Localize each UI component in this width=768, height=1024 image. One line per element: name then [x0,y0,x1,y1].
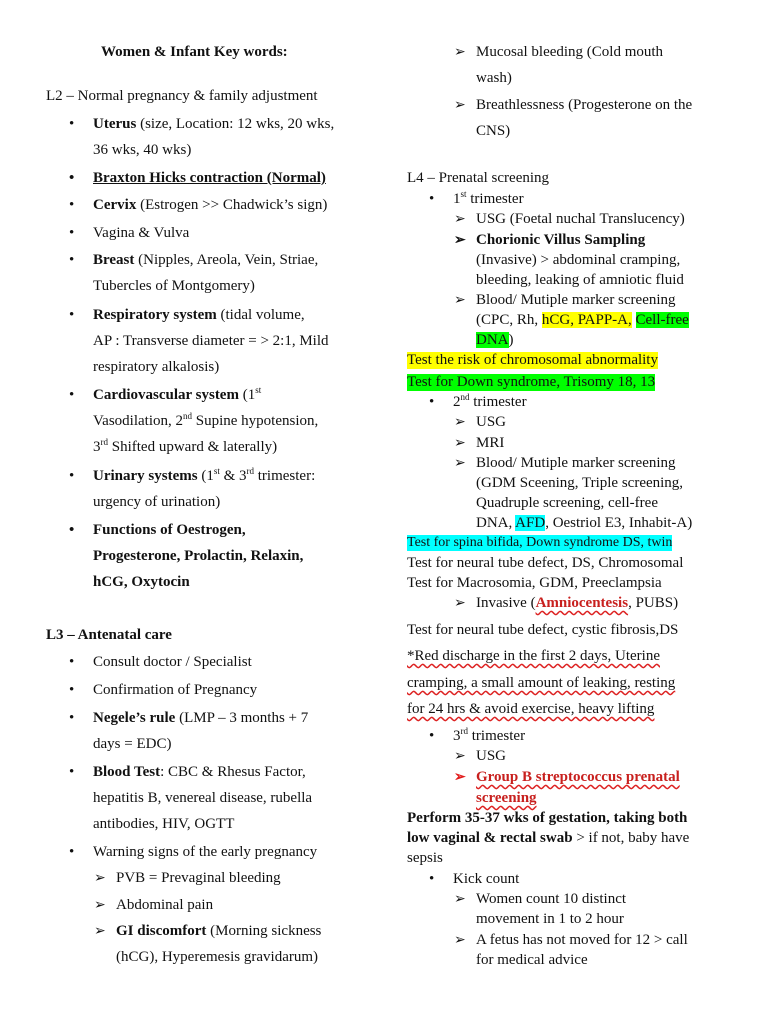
sub-item-fetus-cont: for medical advice [476,952,588,968]
sub-item-women-count-cont: movement in 1 to 2 hour [476,911,624,927]
sub-item-cvs-cont2: bleeding, leaking of amniotic fluid [476,272,684,288]
list-item-negele-cont: days = EDC) [93,736,172,752]
list-item-vagina: • Vagina & Vulva [93,225,189,242]
note-red-discharge-1: *Red discharge in the first 2 days, Uterine [407,648,660,664]
list-item-cardio-cont2: 3rd Shifted upward & laterally) [93,437,278,455]
highlight-risk: Test the risk of chromosomal abnormality [407,352,658,368]
page-title: Women & Infant Key words: [101,44,288,60]
note-red-discharge-3: for 24 hrs & avoid exercise, heavy lifting [407,701,655,717]
list-item-blood-test-cont2: antibodies, HIV, OGTT [93,816,235,832]
list-item-consult: • Consult doctor / Specialist [93,654,252,671]
list-item-breast-cont: Tubercles of Montgomery) [93,278,255,294]
sub-item-blood-marker-2-cont: (GDM Sceening, Triple screening, [476,475,684,491]
list-item-respiratory-cont2: respiratory alkalosis) [93,359,220,375]
list-item-third-trimester: • 3rd trimester [453,728,525,745]
section-heading-l4: L4 – Prenatal screening [407,170,550,186]
text-ntd-cystic: Test for neural tube defect, cystic fibrosis,DS [407,622,679,638]
list-item-urinary: • Urinary systems (1st & 3rd trimester: [93,468,315,485]
list-item-first-trimester: • 1st trimester [453,191,524,208]
sub-item-gi-cont: (hCG), Hyperemesis gravidarum) [116,949,319,965]
text-perform-cont: low vaginal & rectal swab > if not, baby have [407,830,690,846]
sub-item-blood-marker-1-cont: (CPC, Rh, hCG, PAPP-A, Cell-free [476,312,689,328]
sub-item-abdominal: ➢ Abdominal pain [116,897,213,914]
sub-item-blood-marker-2-cont3: DNA, AFD, Oestriol E3, Inhabit-A) [476,515,693,531]
sub-item-gbs-cont: screening [476,790,537,806]
sub-item-women-count: ➢ Women count 10 distinct [476,891,626,908]
sub-item-blood-marker-2: ➢ Blood/ Mutiple marker screening [476,455,676,472]
list-item-functions-cont: Progesterone, Prolactin, Relaxin, [93,548,304,564]
list-item-confirmation: • Confirmation of Pregnancy [93,682,257,699]
list-item-uterus-cont: 36 wks, 40 wks) [93,142,192,158]
text-macrosomia: Test for Macrosomia, GDM, Preeclampsia [407,575,662,591]
list-item-negele: • Negele’s rule (LMP – 3 months + 7 [93,710,308,727]
list-item-blood-test: • Blood Test: CBC & Rhesus Factor, [93,764,306,781]
list-item-uterus: • Uterus (size, Location: 12 wks, 20 wks, [93,116,334,133]
sub-item-usg-3: ➢ USG [476,748,506,765]
list-item-cervix: • Cervix (Estrogen >> Chadwick’s sign) [93,197,327,214]
section-heading-l3: L3 – Antenatal care [46,627,172,643]
sub-item-fetus: ➢ A fetus has not moved for 12 > call [476,932,688,949]
list-item-cardio: • Cardiovascular system (1st [93,387,261,404]
list-item-second-trimester: • 2nd trimester [453,394,527,411]
text-perform: Perform 35-37 wks of gestation, taking both [407,810,688,826]
list-item-braxton: • Braxton Hicks contraction (Normal) [93,170,326,187]
list-item-warning: • Warning signs of the early pregnancy [93,844,317,861]
sub-item-cvs-cont: (Invasive) > abdominal cramping, [476,252,681,268]
list-item-functions: • Functions of Oestrogen, [93,522,246,539]
sub-item-blood-marker-1: ➢ Blood/ Mutiple marker screening [476,292,676,309]
text-ntd-chromosomal: Test for neural tube defect, DS, Chromosomal [407,555,684,571]
sub-item-invasive: ➢ Invasive (Amniocentesis, PUBS) [476,595,678,612]
sub-item-cvs: ➢ Chorionic Villus Sampling [476,232,645,249]
sub-item-gi: ➢ GI discomfort (Morning sickness [116,923,321,940]
sub-item-blood-marker-2-cont2: Quadruple screening, cell-free [476,495,658,511]
list-item-blood-test-cont: hepatitis B, venereal disease, rubella [93,790,313,806]
sub-item-gbs: ➢ Group B streptococcus prenatal [476,769,680,786]
note-red-discharge-2: cramping, a small amount of leaking, resting [407,675,676,691]
sub-item-usg-nt: ➢ USG (Foetal nuchal Translucency) [476,211,685,228]
list-item-respiratory: • Respiratory system (tidal volume, [93,307,305,324]
text-perform-cont2: sepsis [407,850,443,866]
list-item-functions-cont2: hCG, Oxytocin [93,574,190,590]
section-heading-l2: L2 – Normal pregnancy & family adjustment [46,88,318,104]
list-item-respiratory-cont: AP : Transverse diameter = > 2:1, Mild [93,333,329,349]
sub-item-usg: ➢ USG [476,414,506,431]
list-item-breast: • Breast (Nipples, Areola, Vein, Striae, [93,252,318,269]
highlight-spina-bifida: Test for spina bifida, Down syndrome DS, twin [407,535,673,550]
sub-item-mucosal-cont: wash) [476,70,512,86]
list-item-cardio-cont: Vasodilation, 2nd Supine hypotension, [93,411,319,429]
highlight-down-syndrome: Test for Down syndrome, Trisomy 18, 13 [407,374,656,390]
sub-item-blood-marker-1-cont2: DNA) [476,332,514,348]
sub-item-mri: ➢ MRI [476,435,504,452]
list-item-urinary-cont: urgency of urination) [93,494,221,510]
sub-item-breathlessness: ➢ Breathlessness (Progesterone on the [476,97,692,114]
list-item-kick-count: • Kick count [453,871,519,888]
sub-item-breathlessness-cont: CNS) [476,123,511,139]
sub-item-mucosal: ➢ Mucosal bleeding (Cold mouth [476,44,663,61]
sub-item-pvb: ➢ PVB = Prevaginal bleeding [116,870,281,887]
